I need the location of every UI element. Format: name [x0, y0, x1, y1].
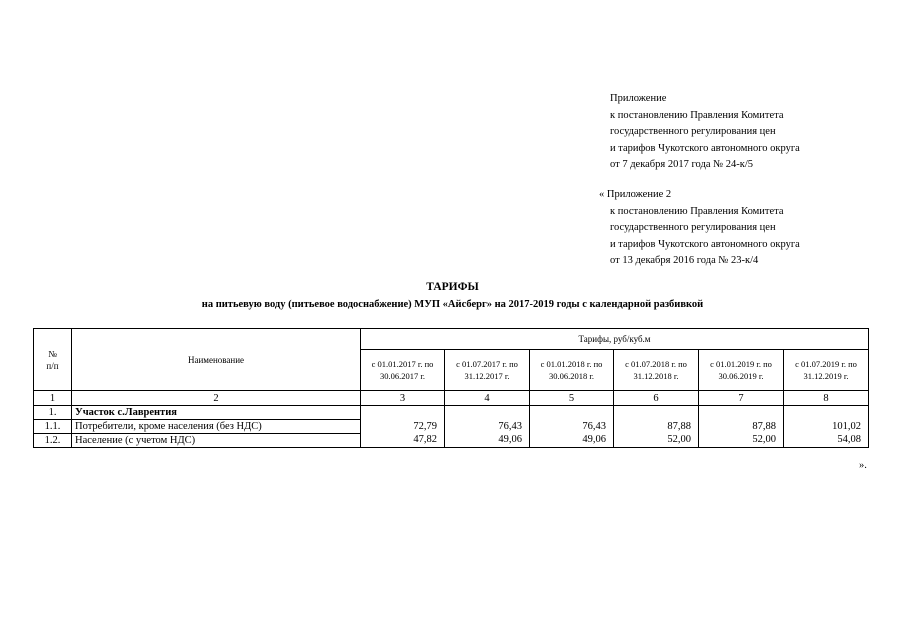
tariff-value [614, 406, 699, 420]
column-number: 2 [72, 391, 361, 406]
tariff-value [530, 406, 614, 420]
header-number: № п/п [34, 329, 72, 391]
appendix-previous-line: от 13 декабря 2016 года № 23-к/4 [610, 255, 759, 267]
document-subtitle: на питьевую воду (питьевое водоснабжение) МУП «Айсберг» на 2017-2019 годы с календарной разбивкой [201, 299, 704, 310]
appendix-previous-line: и тарифов Чукотского автономного округа [610, 238, 800, 250]
tariff-value [699, 406, 784, 420]
row-number: 1.2. [34, 434, 72, 448]
tariff-value: 49,06 [445, 434, 530, 448]
appendix-current-line: к постановлению Правления Комитета [610, 109, 784, 121]
column-number: 5 [530, 391, 614, 406]
row-name: Население (с учетом НДС) [72, 434, 361, 448]
row-number: 1. [34, 406, 72, 420]
table-row [34, 434, 869, 448]
column-number: 3 [361, 391, 445, 406]
tariff-value: 49,06 [530, 434, 614, 448]
tariff-value: 76,43 [530, 420, 614, 434]
table-row [34, 406, 869, 420]
tariff-value: 87,88 [699, 420, 784, 434]
appendix-current-line: и тарифов Чукотского автономного округа [610, 142, 800, 154]
closing-quote: ». [859, 460, 867, 471]
row-name: Потребители, кроме населения (без НДС) [72, 420, 361, 434]
appendix-previous-block [599, 187, 800, 270]
table-column-numbers-row [34, 391, 869, 406]
table-header-row [34, 329, 869, 350]
header-period: с 01.07.2017 г. по 31.12.2017 г. [445, 350, 530, 391]
column-number: 1 [34, 391, 72, 406]
header-tariffs: Тарифы, руб/куб.м [361, 329, 869, 350]
column-number: 6 [614, 391, 699, 406]
appendix-current-line: Приложение [610, 93, 667, 104]
header-period: с 01.01.2017 г. по 30.06.2017 г. [361, 350, 445, 391]
column-number: 8 [784, 391, 869, 406]
tariff-value: 52,00 [699, 434, 784, 448]
tariff-value [361, 406, 445, 420]
table-row [34, 420, 869, 434]
appendix-previous-line: к постановлению Правления Комитета [610, 205, 784, 217]
header-period: с 01.01.2019 г. по 30.06.2019 г. [699, 350, 784, 391]
tariff-value [445, 406, 530, 420]
appendix-previous-line: « Приложение 2 [599, 189, 672, 200]
column-number: 4 [445, 391, 530, 406]
appendix-current-block [610, 91, 800, 174]
header-period: с 01.07.2019 г. по 31.12.2019 г. [784, 350, 869, 391]
appendix-previous-line: государственного регулирования цен [610, 222, 776, 234]
tariff-value: 101,02 [784, 420, 869, 434]
document-title: ТАРИФЫ [426, 281, 479, 293]
tariff-value: 47,82 [361, 434, 445, 448]
row-name: Участок с.Лаврентия [72, 406, 361, 420]
tariff-value [784, 406, 869, 420]
appendix-current-line: государственного регулирования цен [610, 126, 776, 138]
tariffs-table [33, 328, 869, 448]
header-name: Наименование [72, 329, 361, 391]
tariff-value: 76,43 [445, 420, 530, 434]
tariff-value: 52,00 [614, 434, 699, 448]
column-number: 7 [699, 391, 784, 406]
tariff-value: 72,79 [361, 420, 445, 434]
tariff-value: 54,08 [784, 434, 869, 448]
header-period: с 01.01.2018 г. по 30.06.2018 г. [530, 350, 614, 391]
row-number: 1.1. [34, 420, 72, 434]
header-period: с 01.07.2018 г. по 31.12.2018 г. [614, 350, 699, 391]
appendix-current-line: от 7 декабря 2017 года № 24-к/5 [610, 159, 754, 171]
tariff-value: 87,88 [614, 420, 699, 434]
